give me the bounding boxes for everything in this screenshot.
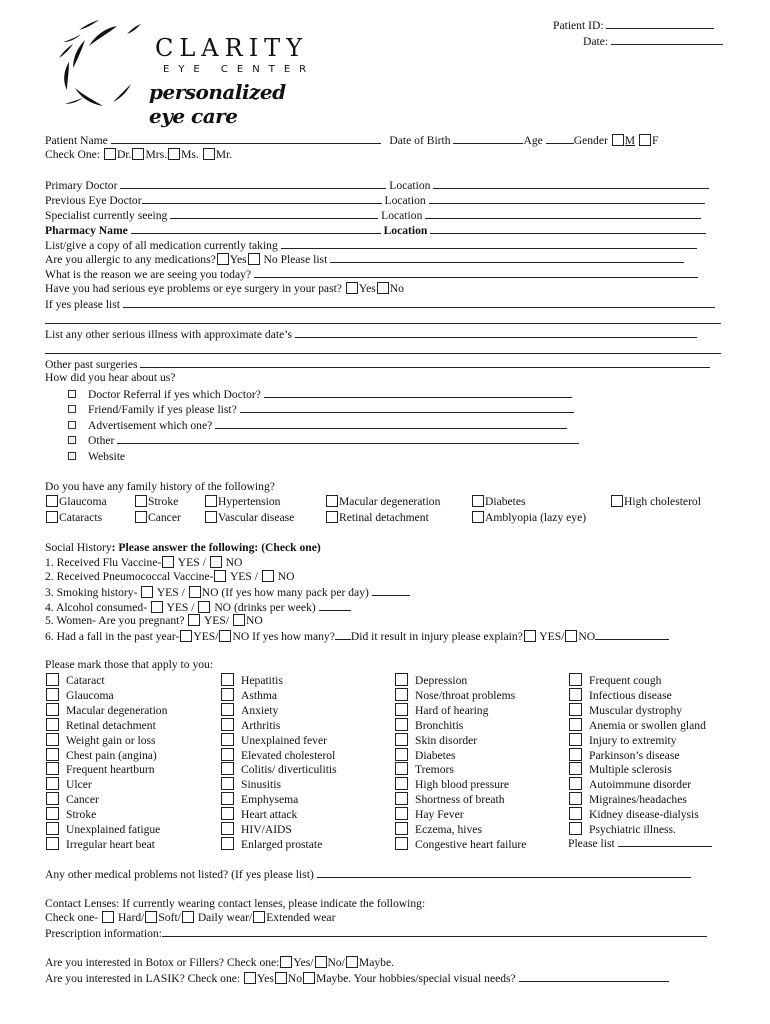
condition-checkbox[interactable] xyxy=(395,792,408,805)
condition-checkbox[interactable] xyxy=(221,718,234,731)
condition-label: Psychiatric illness. xyxy=(589,823,676,836)
condition-label: Enlarged prostate xyxy=(241,837,323,851)
fh-stroke-checkbox[interactable] xyxy=(135,495,147,507)
serious-eye-no-checkbox[interactable] xyxy=(377,282,389,294)
condition-item xyxy=(45,748,157,764)
age-input[interactable] xyxy=(546,133,574,144)
contacts-check-row: Check one- Hard/ Soft/ Daily wear/ Extended wear xyxy=(45,911,336,924)
condition-checkbox[interactable] xyxy=(395,762,408,775)
reason-row: What is the reason we are seeing you today? xyxy=(45,267,698,282)
fh-vascular: Vascular disease xyxy=(204,511,294,525)
hear-doctor-input[interactable] xyxy=(264,387,572,398)
condition-label: Hay Fever xyxy=(415,808,464,822)
logo-swirl-icon xyxy=(55,18,155,108)
condition-checkbox[interactable] xyxy=(569,762,582,775)
pregnant-yes-checkbox[interactable] xyxy=(188,614,200,626)
condition-item xyxy=(220,718,280,734)
condition-label: Unexplained fatigue xyxy=(66,823,161,836)
condition-label: High blood pressure xyxy=(415,778,510,792)
serious-illness-row: List any other serious illness with approximate date’s xyxy=(45,327,697,342)
social-q4: 4. Alcohol consumed- YES / NO (drinks per week) xyxy=(45,600,351,615)
fh-stroke: Stroke xyxy=(134,495,178,509)
condition-item xyxy=(220,748,335,764)
previous-location-input[interactable] xyxy=(429,193,705,204)
condition-label: Hepatitis xyxy=(241,674,283,687)
medications-input[interactable] xyxy=(281,238,697,249)
condition-label: Congestive heart failure xyxy=(415,837,527,851)
injury-input[interactable] xyxy=(595,629,669,640)
alcohol-no-checkbox[interactable] xyxy=(198,601,210,613)
condition-item xyxy=(45,733,156,749)
if-yes-input[interactable] xyxy=(123,297,715,308)
social-history-title: Social History: Please answer the following: (Check one) xyxy=(45,541,321,554)
condition-item xyxy=(568,762,672,778)
condition-label: Parkinson’s disease xyxy=(589,748,680,762)
blank-line[interactable] xyxy=(45,323,721,324)
condition-label: Unexplained fever xyxy=(241,733,327,747)
fh-diabetes: Diabetes xyxy=(471,495,526,509)
condition-checkbox[interactable] xyxy=(46,733,59,746)
condition-item xyxy=(220,688,277,704)
condition-item xyxy=(45,822,160,838)
condition-label: Shortness of breath xyxy=(415,793,505,807)
pneumo-no-checkbox[interactable] xyxy=(262,570,274,582)
condition-item xyxy=(220,837,322,853)
title-dr-checkbox[interactable] xyxy=(104,148,116,160)
condition-item xyxy=(45,762,155,778)
condition-item xyxy=(220,703,278,719)
condition-label: Colitis/ diverticulitis xyxy=(241,763,337,777)
condition-checkbox[interactable] xyxy=(569,748,582,761)
pregnant-no-checkbox[interactable] xyxy=(233,614,245,626)
condition-label: Glaucoma xyxy=(66,688,114,702)
allergic-no-checkbox[interactable] xyxy=(248,253,260,265)
allergy-list-input[interactable] xyxy=(330,252,684,263)
patient-name-input[interactable] xyxy=(111,133,381,144)
fall-no-checkbox[interactable] xyxy=(219,630,231,642)
condition-label: Sinusitis xyxy=(241,778,281,792)
condition-checkbox[interactable] xyxy=(46,673,59,686)
hear-option-other: Other xyxy=(68,433,579,448)
other-surgeries-row: Other past surgeries xyxy=(45,357,710,372)
condition-item xyxy=(394,703,488,719)
title-ms-checkbox[interactable] xyxy=(168,148,180,160)
condition-label: Diabetes xyxy=(415,748,456,762)
fh-cholesterol-checkbox[interactable] xyxy=(611,495,623,507)
social-q2: 2. Received Pneumococcal Vaccine- YES / NO xyxy=(45,570,295,583)
hear-doctor-checkbox[interactable] xyxy=(68,390,76,398)
fh-cancer: Cancer xyxy=(134,511,181,525)
allergic-row: Are you allergic to any medications? Yes No Please list xyxy=(45,252,684,267)
hear-option-website: Website xyxy=(68,450,125,464)
condition-label: Emphysema xyxy=(241,793,299,807)
social-q3: 3. Smoking history- YES / NO (If yes how many pack per day) xyxy=(45,585,410,600)
title-mr-checkbox[interactable] xyxy=(203,148,215,160)
condition-checkbox[interactable] xyxy=(395,673,408,686)
condition-checkbox[interactable] xyxy=(46,718,59,731)
condition-item xyxy=(568,703,682,719)
flu-yes-checkbox[interactable] xyxy=(162,556,174,568)
condition-label: Arthritis xyxy=(241,718,281,732)
if-yes-row: If yes please list xyxy=(45,297,715,312)
packs-input[interactable] xyxy=(372,585,410,596)
condition-checkbox[interactable] xyxy=(569,733,582,746)
condition-checkbox[interactable] xyxy=(46,822,59,835)
pharmacy-input[interactable] xyxy=(131,223,381,234)
previous-doctor-row: Previous Eye Doctor Location xyxy=(45,193,705,208)
condition-checkbox[interactable] xyxy=(221,807,234,820)
condition-checkbox[interactable] xyxy=(46,777,59,790)
date-field[interactable]: Date: xyxy=(583,34,723,49)
fh-glaucoma-checkbox[interactable] xyxy=(46,495,58,507)
condition-item xyxy=(394,748,456,764)
hear-other-checkbox[interactable] xyxy=(68,436,76,444)
lasik-yes-checkbox[interactable] xyxy=(244,972,256,984)
contact-soft-checkbox[interactable] xyxy=(145,911,157,923)
hear-website-checkbox[interactable] xyxy=(68,452,76,460)
please-list-row: Please list xyxy=(568,836,712,851)
serious-eye-row: Have you had serious eye problems or eye surgery in your past? Yes No xyxy=(45,282,404,295)
condition-checkbox[interactable] xyxy=(395,837,408,850)
hear-option-friend: Friend/Family if yes please list? xyxy=(68,402,574,417)
condition-item xyxy=(568,748,680,764)
blank-line[interactable] xyxy=(45,353,721,354)
condition-label: Autoimmune disorder xyxy=(589,778,692,792)
condition-label: Macular degeneration xyxy=(66,703,168,717)
condition-label: Stroke xyxy=(66,808,97,822)
condition-checkbox[interactable] xyxy=(395,733,408,746)
fh-cancer-checkbox[interactable] xyxy=(135,511,147,523)
condition-checkbox[interactable] xyxy=(46,807,59,820)
botox-row: Are you interested in Botox or Fillers? Check one: Yes/ No/ Maybe. xyxy=(45,956,394,969)
condition-label: Depression xyxy=(415,674,468,687)
injury-no-checkbox[interactable] xyxy=(565,630,577,642)
condition-checkbox[interactable] xyxy=(46,792,59,805)
condition-item xyxy=(394,777,509,793)
condition-checkbox[interactable] xyxy=(221,703,234,716)
fh-macular-checkbox[interactable] xyxy=(326,495,338,507)
condition-item xyxy=(394,733,477,749)
lasik-no-checkbox[interactable] xyxy=(275,972,287,984)
medications-row: List/give a copy of all medication currently taking xyxy=(45,238,697,253)
botox-no-checkbox[interactable] xyxy=(315,956,327,968)
fall-yes-checkbox[interactable] xyxy=(180,630,192,642)
condition-label: Frequent cough xyxy=(589,674,662,687)
condition-label: Cataract xyxy=(66,674,105,687)
family-history-title: Do you have any family history of the following? xyxy=(45,480,275,493)
alcohol-yes-checkbox[interactable] xyxy=(151,601,163,613)
hear-option-doctor: Doctor Referral if yes which Doctor? xyxy=(68,387,572,402)
condition-label: Weight gain or loss xyxy=(66,733,156,747)
condition-checkbox[interactable] xyxy=(395,807,408,820)
condition-item xyxy=(45,688,114,704)
condition-checkbox[interactable] xyxy=(395,718,408,731)
specialist-input[interactable] xyxy=(170,208,378,219)
hear-other-input[interactable] xyxy=(117,433,579,444)
condition-item xyxy=(220,762,337,778)
title-check-row: Check One: Dr. Mrs. Ms. Mr. xyxy=(45,148,233,161)
condition-checkbox[interactable] xyxy=(569,822,582,835)
condition-checkbox[interactable] xyxy=(569,688,582,701)
condition-item xyxy=(568,777,691,793)
condition-item xyxy=(394,807,464,823)
drinks-input[interactable] xyxy=(319,600,351,611)
fh-hypertension: Hypertension xyxy=(204,495,280,509)
dob-input[interactable] xyxy=(453,133,523,144)
condition-item xyxy=(568,718,706,734)
hear-ad-input[interactable] xyxy=(215,418,567,429)
condition-item xyxy=(220,792,298,808)
hobbies-input[interactable] xyxy=(519,971,669,982)
condition-item xyxy=(45,807,96,823)
condition-label: Nose/throat problems xyxy=(415,688,516,702)
pharmacy-location-input[interactable] xyxy=(430,223,706,234)
gender-f-checkbox[interactable] xyxy=(639,134,651,146)
condition-checkbox[interactable] xyxy=(221,733,234,746)
clarity-logo: CLARITY EYE CENTER personalized eye care xyxy=(55,18,325,118)
condition-item xyxy=(220,807,297,823)
prescription-row: Prescription information: xyxy=(45,926,707,941)
fh-amblyopia-checkbox[interactable] xyxy=(472,511,484,523)
condition-label: Migraines/headaches xyxy=(589,793,687,807)
condition-item xyxy=(394,673,467,689)
condition-item xyxy=(394,837,526,853)
condition-checkbox[interactable] xyxy=(395,822,408,835)
fh-cholesterol: High cholesterol xyxy=(610,495,701,509)
primary-doctor-input[interactable] xyxy=(120,178,386,189)
fh-retinal: Retinal detachment xyxy=(325,511,429,525)
social-q5: 5. Women- Are you pregnant? YES/ NO xyxy=(45,614,263,627)
serious-illness-input[interactable] xyxy=(295,327,697,338)
condition-checkbox[interactable] xyxy=(569,673,582,686)
condition-item xyxy=(394,822,482,838)
gender-m-checkbox[interactable] xyxy=(612,134,624,146)
serious-eye-yes-checkbox[interactable] xyxy=(346,282,358,294)
condition-checkbox[interactable] xyxy=(46,688,59,701)
previous-doctor-input[interactable] xyxy=(142,193,382,204)
condition-label: Anemia or swollen gland xyxy=(589,718,706,732)
condition-checkbox[interactable] xyxy=(221,822,234,835)
condition-item xyxy=(394,688,515,704)
social-q1: 1. Received Flu Vaccine- YES / NO xyxy=(45,556,243,569)
condition-item xyxy=(220,822,292,838)
contact-hard-checkbox[interactable] xyxy=(102,911,114,923)
lasik-maybe-checkbox[interactable] xyxy=(303,972,315,984)
fh-hypertension-checkbox[interactable] xyxy=(205,495,217,507)
hear-friend-checkbox[interactable] xyxy=(68,405,76,413)
condition-checkbox[interactable] xyxy=(46,703,59,716)
condition-checkbox[interactable] xyxy=(569,718,582,731)
condition-checkbox[interactable] xyxy=(46,762,59,775)
condition-label: Skin disorder xyxy=(415,733,478,747)
condition-item xyxy=(394,718,463,734)
conditions-title: Please mark those that apply to you: xyxy=(45,658,214,671)
condition-item xyxy=(45,792,99,808)
fh-vascular-checkbox[interactable] xyxy=(205,511,217,523)
fh-retinal-checkbox[interactable] xyxy=(326,511,338,523)
condition-item xyxy=(568,807,699,823)
specialist-location-input[interactable] xyxy=(425,208,701,219)
condition-label: Heart attack xyxy=(241,808,298,822)
fh-cataracts: Cataracts xyxy=(45,511,102,525)
condition-checkbox[interactable] xyxy=(221,673,234,686)
condition-item xyxy=(45,718,156,734)
condition-label: Multiple sclerosis xyxy=(589,763,672,777)
condition-item xyxy=(220,733,327,749)
condition-label: Kidney disease-dialysis xyxy=(589,808,699,822)
condition-checkbox[interactable] xyxy=(395,748,408,761)
condition-label: Cancer xyxy=(66,793,99,807)
pneumo-yes-checkbox[interactable] xyxy=(214,570,226,582)
smoking-no-checkbox[interactable] xyxy=(189,586,201,598)
condition-checkbox[interactable] xyxy=(221,688,234,701)
contacts-title: Contact Lenses: If currently wearing contact lenses, please indicate the following: xyxy=(45,897,426,910)
condition-label: Muscular dystrophy xyxy=(589,703,683,717)
condition-item xyxy=(394,762,454,778)
condition-label: Retinal detachment xyxy=(66,718,156,732)
condition-checkbox[interactable] xyxy=(221,837,234,850)
condition-label: Hard of hearing xyxy=(415,703,489,717)
condition-item xyxy=(568,733,677,749)
condition-checkbox[interactable] xyxy=(395,777,408,790)
social-q6: 6. Had a fall in the past year- YES/ NO If yes how many? Did it result in injury please explain? YES/ NO xyxy=(45,629,669,644)
condition-item xyxy=(394,792,505,808)
condition-checkbox[interactable] xyxy=(395,703,408,716)
smoking-yes-checkbox[interactable] xyxy=(141,586,153,598)
hear-option-ad: Advertisement which one? xyxy=(68,418,567,433)
specialist-row: Specialist currently seeing Location xyxy=(45,208,701,223)
family-row-1: Glaucoma xyxy=(45,495,107,509)
condition-label: Chest pain (angina) xyxy=(66,748,157,762)
condition-item xyxy=(45,673,105,689)
condition-label: HIV/AIDS xyxy=(241,823,292,836)
condition-item xyxy=(45,837,155,853)
condition-checkbox[interactable] xyxy=(46,837,59,850)
condition-checkbox[interactable] xyxy=(569,703,582,716)
other-problems-row: Any other medical problems not listed? (If yes please list) xyxy=(45,867,691,882)
condition-checkbox[interactable] xyxy=(395,688,408,701)
reason-input[interactable] xyxy=(254,267,698,278)
condition-label: Elevated cholesterol xyxy=(241,748,336,762)
hear-ad-checkbox[interactable] xyxy=(68,421,76,429)
condition-label: Eczema, hives xyxy=(415,823,482,836)
condition-checkbox[interactable] xyxy=(221,762,234,775)
condition-label: Injury to extremity xyxy=(589,733,677,747)
please-list-input[interactable] xyxy=(618,836,712,847)
condition-checkbox[interactable] xyxy=(46,748,59,761)
title-mrs-checkbox[interactable] xyxy=(132,148,144,160)
condition-checkbox[interactable] xyxy=(569,792,582,805)
condition-checkbox[interactable] xyxy=(221,792,234,805)
fh-cataracts-checkbox[interactable] xyxy=(46,511,58,523)
condition-item xyxy=(45,777,92,793)
hear-friend-input[interactable] xyxy=(240,402,574,413)
condition-label: Anxiety xyxy=(241,703,279,717)
lasik-row: Are you interested in LASIK? Check one: Yes No Maybe. Your hobbies/special visual needs? xyxy=(45,971,669,986)
pharmacy-row: Pharmacy Name Location xyxy=(45,223,706,238)
condition-label: Frequent heartburn xyxy=(66,763,155,777)
contact-extended-checkbox[interactable] xyxy=(253,911,265,923)
prescription-input[interactable] xyxy=(162,926,707,937)
condition-label: Irregular heart beat xyxy=(66,837,155,851)
condition-item xyxy=(568,673,661,689)
other-surgeries-input[interactable] xyxy=(140,357,710,368)
other-problems-input[interactable] xyxy=(317,867,691,878)
condition-checkbox[interactable] xyxy=(569,807,582,820)
injury-yes-checkbox[interactable] xyxy=(524,630,536,642)
condition-checkbox[interactable] xyxy=(569,777,582,790)
condition-label: Infectious disease xyxy=(589,688,672,702)
primary-doctor-row: Primary Doctor Location xyxy=(45,178,709,193)
allergic-yes-checkbox[interactable] xyxy=(217,253,229,265)
condition-label: Bronchitis xyxy=(415,718,464,732)
condition-checkbox[interactable] xyxy=(221,748,234,761)
condition-label: Tremors xyxy=(415,763,454,777)
condition-label: Ulcer xyxy=(66,778,92,792)
condition-item xyxy=(568,792,687,808)
primary-location-input[interactable] xyxy=(433,178,709,189)
fh-macular: Macular degeneration xyxy=(325,495,440,509)
condition-checkbox[interactable] xyxy=(221,777,234,790)
fh-diabetes-checkbox[interactable] xyxy=(472,495,484,507)
fh-amblyopia: Amblyopia (lazy eye) xyxy=(471,511,586,525)
condition-item xyxy=(45,703,167,719)
botox-yes-checkbox[interactable] xyxy=(280,956,292,968)
condition-item xyxy=(220,777,281,793)
botox-maybe-checkbox[interactable] xyxy=(346,956,358,968)
flu-no-checkbox[interactable] xyxy=(210,556,222,568)
condition-item xyxy=(220,673,283,689)
falls-input[interactable] xyxy=(335,629,351,640)
how-hear-label: How did you hear about us? xyxy=(45,371,176,384)
contact-daily-checkbox[interactable] xyxy=(182,911,194,923)
condition-item xyxy=(568,688,672,704)
condition-label: Asthma xyxy=(241,688,278,702)
patient-name-row: Patient Name Date of Birth Age Gender M F xyxy=(45,134,659,147)
patient-id-field[interactable]: Patient ID: xyxy=(553,18,714,33)
